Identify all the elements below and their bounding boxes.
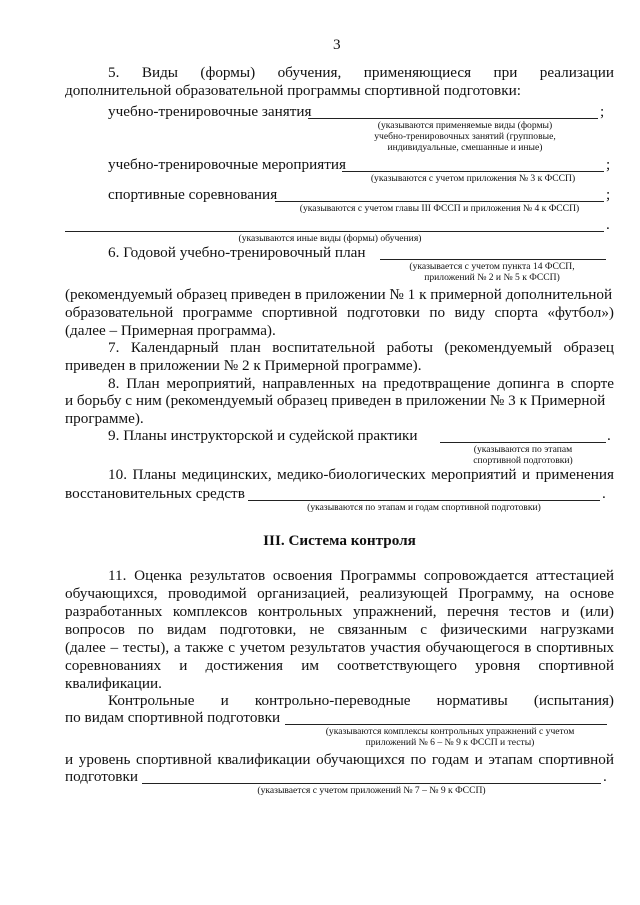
item-6-line-3: образовательной программе спортивной подготовки по виду спорта «футбол») [65, 304, 614, 321]
page-number: 3 [333, 36, 341, 53]
qualification-level-blank [142, 783, 601, 784]
item-7-line-1: 7. Календарный план воспитательной работы (рекомендуемый образец [108, 339, 614, 356]
training-events-note: (указываются с учетом приложения № 3 к ФССП) [370, 173, 576, 184]
recovery-means-note: (указываются по этапам и годам спортивной подготовки) [307, 502, 541, 513]
control-norms-note-2: приложений № 6 – № 9 к ФССП и тесты) [365, 737, 535, 748]
level-line-1: и уровень спортивной квалификации обучающихся по годам и этапам спортивной [65, 751, 614, 768]
item-6-line-4: (далее – Примерная программа). [65, 322, 276, 339]
item-11-line-4: вопросов по видам подготовки, не связанным с физическими нагрузками [65, 621, 614, 638]
training-events-label: учебно-тренировочные мероприятия [108, 156, 346, 173]
item-11-line-2: обучающихся, проводимой организацией, реализующей Программу, на основе [65, 585, 614, 602]
section-title: III. Система контроля [263, 532, 416, 549]
competitions-note: (указываются с учетом главы III ФССП и приложения № 4 к ФССП) [299, 203, 580, 214]
item-11-line-1: 11. Оценка результатов освоения Программы сопровождается аттестацией [108, 567, 614, 584]
other-forms-blank [65, 231, 604, 232]
item-8-line-2: и борьбу с ним (рекомендуемый образец приведен в приложении № 3 к Примерной [65, 392, 606, 409]
training-events-blank [342, 171, 604, 172]
control-norms-note-1: (указываются комплексы контрольных упражнений с учетом [325, 726, 575, 737]
item-10-line-1: 10. Планы медицинских, медико-биологических мероприятий и применения [108, 466, 614, 483]
item-11-line-3: разработанных комплексов контрольных упражнений, перечня тестов и (или) [65, 603, 614, 620]
control-norms-blank [285, 724, 607, 725]
control-line-1: Контрольные и контрольно-переводные нормативы (испытания) [108, 692, 614, 709]
recovery-means-end: . [602, 485, 606, 502]
item-5-line-1: 5. Виды (формы) обучения, применяющиеся при реализации [108, 64, 614, 81]
item-10-line-2: восстановительных средств [65, 485, 245, 502]
recovery-means-blank [248, 500, 600, 501]
item-11-line-7: квалификации. [65, 675, 162, 692]
item-9-line-1: 9. Планы инструкторской и судейской практики [108, 427, 418, 444]
training-sessions-note-3: индивидуальные, смешанные и иные) [387, 142, 543, 153]
training-sessions-label: учебно-тренировочные занятия [108, 103, 312, 120]
practice-plans-note-2: спортивной подготовки) [473, 455, 573, 466]
competitions-label: спортивные соревнования [108, 186, 278, 203]
training-events-end: ; [606, 156, 611, 173]
training-sessions-blank [308, 118, 598, 119]
item-11-line-5: (далее – тесты), а также с учетом результатов участия обучающегося в спортивных [65, 639, 614, 656]
item-8-line-3: программе). [65, 410, 144, 427]
training-sessions-note-1: (указываются применяемые виды (формы) [377, 120, 553, 131]
annual-plan-note-1: (указывается с учетом пункта 14 ФССП, [409, 261, 575, 272]
control-line-2: по видам спортивной подготовки [65, 709, 281, 726]
other-forms-end: . [606, 216, 610, 233]
item-8-line-1: 8. План мероприятий, направленных на предотвращение допинга в спорте [108, 375, 614, 392]
item-11-line-6: соревнованиях и достижения им соответствующего уровня спортивной [65, 657, 614, 674]
item-6-line-2: (рекомендуемый образец приведен в приложении № 1 к примерной дополнительной [65, 286, 613, 303]
practice-plans-blank [440, 442, 606, 443]
level-line-2: подготовки [65, 768, 138, 785]
qualification-level-end: . [603, 768, 607, 785]
item-5-line-2: дополнительной образовательной программы спортивной подготовки: [65, 82, 521, 99]
practice-plans-end: . [607, 427, 611, 444]
training-sessions-note-2: учебно-тренировочных занятий (групповые, [374, 131, 556, 142]
qualification-level-note: (указывается с учетом приложений № 7 – № 9 к ФССП) [257, 785, 486, 796]
competitions-blank [275, 201, 604, 202]
training-sessions-end: ; [600, 103, 605, 120]
competitions-end: ; [606, 186, 611, 203]
annual-plan-blank [380, 259, 606, 260]
item-7-line-2: приведен в приложении № 2 к Примерной программе). [65, 357, 422, 374]
item-6-line-1: 6. Годовой учебно-тренировочный план [108, 244, 366, 261]
practice-plans-note-1: (указываются по этапам [473, 444, 573, 455]
annual-plan-note-2: приложений № 2 и № 5 к ФССП) [424, 272, 560, 283]
other-forms-note: (указываются иные виды (формы) обучения) [238, 233, 422, 244]
